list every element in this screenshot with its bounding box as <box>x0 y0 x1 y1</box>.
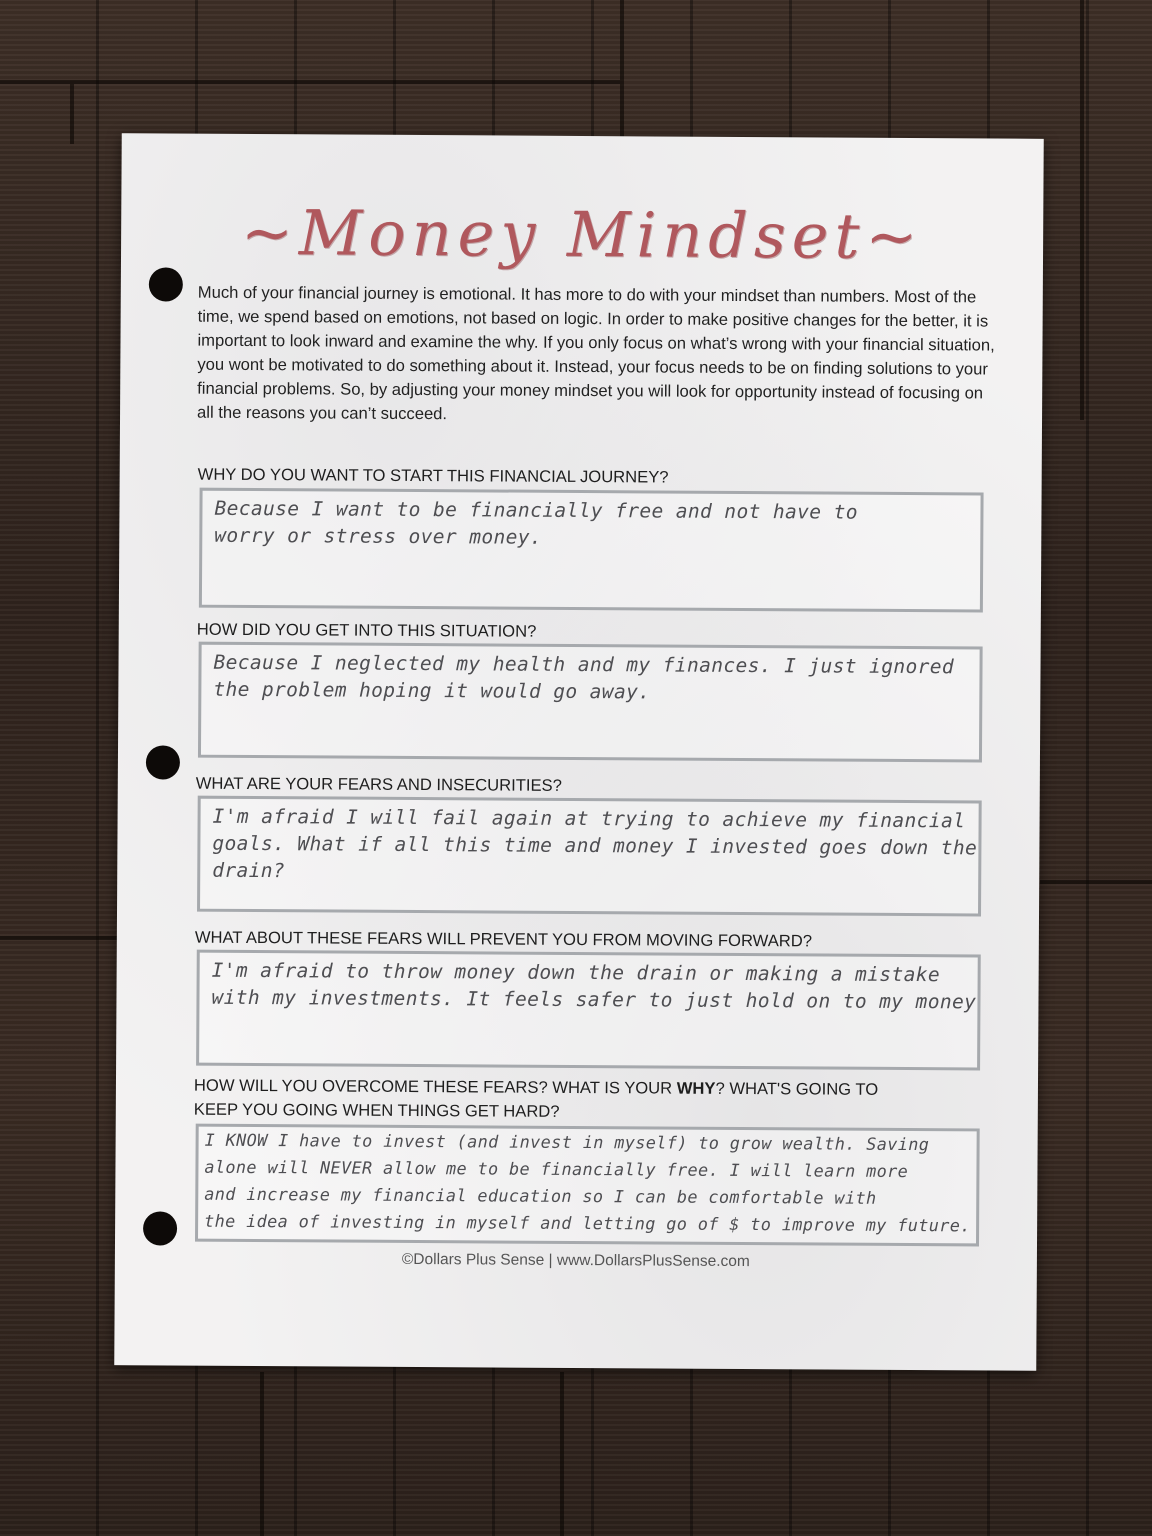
answer-line: I KNOW I have to invest (and invest in myself) to grow wealth. Saving <box>204 1129 930 1155</box>
answer-box[interactable] <box>197 796 982 917</box>
answer-line: the problem hoping it would go away. <box>213 677 651 704</box>
answer-box[interactable] <box>198 642 983 763</box>
floor-seam <box>1080 0 1084 420</box>
answer-line: I'm afraid I will fail again at trying to achieve my financial <box>212 804 966 833</box>
answer-box[interactable] <box>196 950 981 1071</box>
worksheet-paper <box>114 133 1044 1371</box>
question-prompt <box>194 1074 994 1127</box>
answer-line: Because I want to be financially free and not have to <box>214 496 858 524</box>
floor-seam <box>260 1372 264 1536</box>
question-prompt-emphasis: WHY <box>676 1078 716 1098</box>
answer-line: drain? <box>212 858 286 883</box>
floor-seam <box>560 1372 564 1536</box>
answer-line: I'm afraid to throw money down the drain or making a mistake <box>211 958 941 987</box>
punch-hole <box>143 1211 177 1245</box>
question-prompt-part: KEEP YOU GOING WHEN THINGS GET HARD? <box>193 1099 560 1121</box>
answer-box[interactable] <box>199 488 984 613</box>
answer-line: the idea of investing in myself and letting go of $ to improve my future. <box>204 1210 971 1236</box>
punch-hole <box>149 267 183 301</box>
worksheet-title: ~Money Mindset~ <box>240 195 924 274</box>
answer-line: and increase my financial education so I can be comfortable with <box>204 1183 877 1208</box>
question-prompt: WHAT ABOUT THESE FEARS WILL PREVENT YOU FROM MOVING FORWARD? <box>194 927 813 951</box>
punch-hole <box>146 745 180 779</box>
floor-seam <box>70 84 74 144</box>
floor-seam <box>0 80 620 84</box>
answer-line: alone will NEVER allow me to be financially free. I will learn more <box>204 1156 909 1182</box>
floor-seam <box>620 0 624 140</box>
floor-seam <box>0 936 120 940</box>
answer-line: Because I neglected my health and my finances. I just ignored <box>213 650 955 679</box>
question-prompt-part: ? WHAT'S GOING TO <box>715 1078 879 1099</box>
answer-line: worry or stress over money. <box>214 523 543 549</box>
answer-line: with my investments. It feels safer to just hold on to my money <box>211 985 977 1014</box>
answer-line: goals. What if all this time and money I invested goes down the <box>212 831 978 860</box>
floor-seam <box>1040 880 1152 884</box>
intro-paragraph: Much of your financial journey is emotional. It has more to do with your mindset than numbers. Most of the time, we spend based on emotions, not based on logic. In order to make positive changes for the better, it is important to look inward and examine the why. If you only focus on what’s wrong with your financial situation, you wont be motivated to do something about it. Instead, your focus needs to be on finding solutions to your financial problems. So, by adjusting your money mindset you will look for opportunity instead of focusing on all the reasons you can’t succeed. <box>197 282 995 424</box>
question-prompt: WHAT ARE YOUR FEARS AND INSECURITIES? <box>195 773 562 795</box>
question-prompt: HOW DID YOU GET INTO THIS SITUATION? <box>196 619 537 641</box>
question-prompt: WHY DO YOU WANT TO START THIS FINANCIAL JOURNEY? <box>197 464 669 487</box>
answer-box[interactable] <box>195 1124 980 1247</box>
copyright-footer: ©Dollars Plus Sense | www.DollarsPlusSense.com <box>401 1250 750 1271</box>
question-prompt-part: HOW WILL YOU OVERCOME THESE FEARS? WHAT IS YOUR <box>193 1075 677 1098</box>
